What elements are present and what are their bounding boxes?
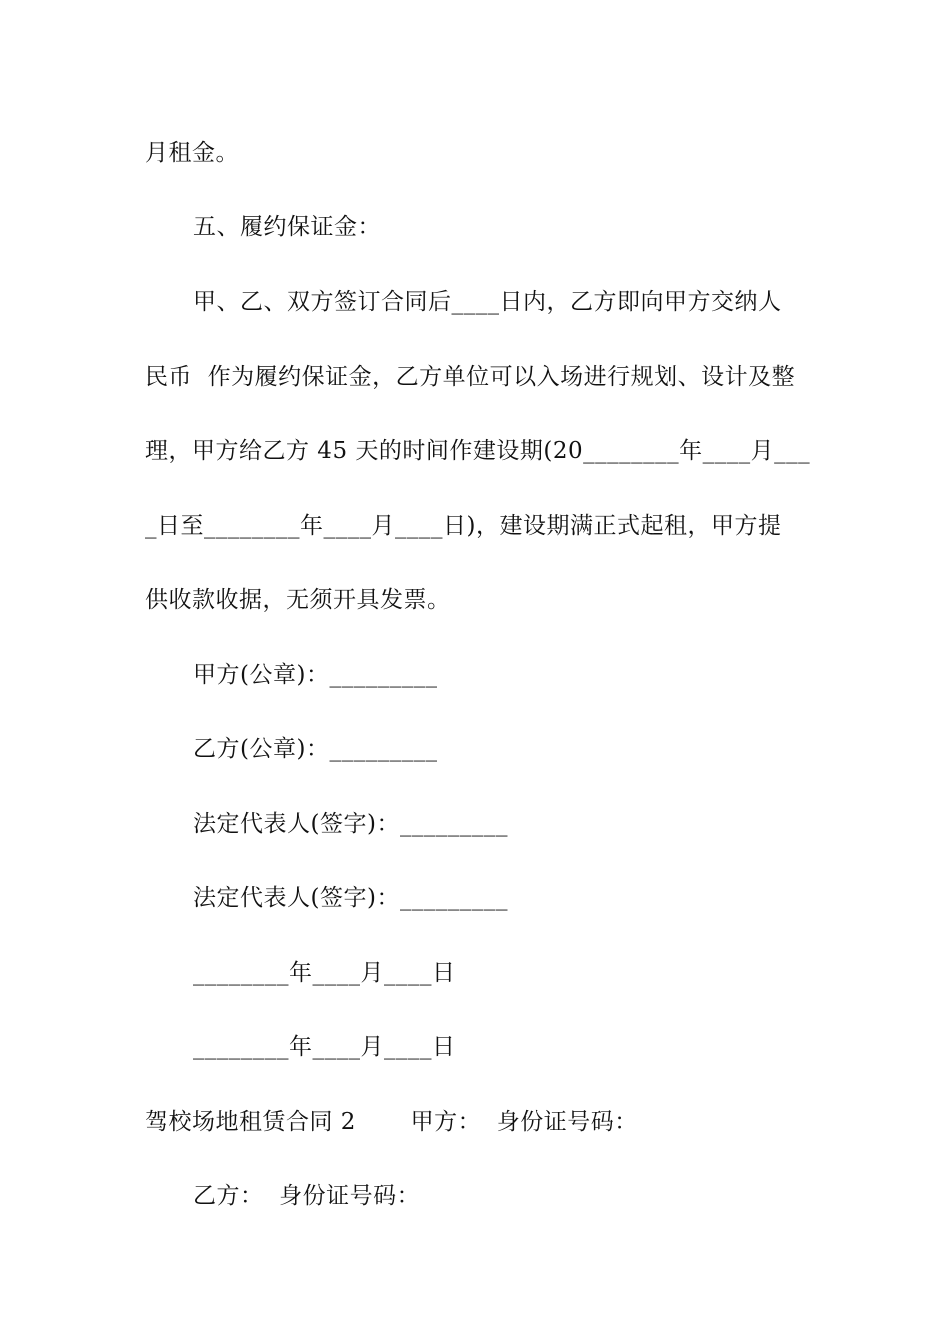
section-heading: 五、履约保证金： bbox=[193, 214, 381, 240]
text-line: 民币 作为履约保证金，乙方单位可以入场进行规划、设计及整 bbox=[145, 364, 796, 390]
signature-line-party-a: 甲方(公章)：_________ bbox=[193, 662, 438, 688]
text-line: 供收款收据，无须开具发票。 bbox=[145, 587, 451, 613]
signature-line-party-b: 乙方(公章)：_________ bbox=[193, 736, 438, 762]
date-line: ________年____月____日 bbox=[193, 1034, 456, 1060]
signature-line-representative: 法定代表人(签字)：_________ bbox=[193, 885, 508, 911]
contract-title-line: 驾校场地租赁合同 2 甲方： 身份证号码： bbox=[145, 1109, 638, 1135]
date-line: ________年____月____日 bbox=[193, 960, 456, 986]
text-line: 甲、乙、双方签订合同后____日内，乙方即向甲方交纳人 bbox=[193, 289, 782, 315]
text-line: 乙方： 身份证号码： bbox=[193, 1183, 421, 1209]
signature-line-representative: 法定代表人(签字)：_________ bbox=[193, 811, 508, 837]
text-line: _日至________年____月____日)，建设期满正式起租，甲方提 bbox=[145, 513, 782, 539]
text-line: 理，甲方给乙方 45 天的时间作建设期(20________年____月___ bbox=[145, 438, 811, 464]
text-line: 月租金。 bbox=[145, 140, 239, 166]
